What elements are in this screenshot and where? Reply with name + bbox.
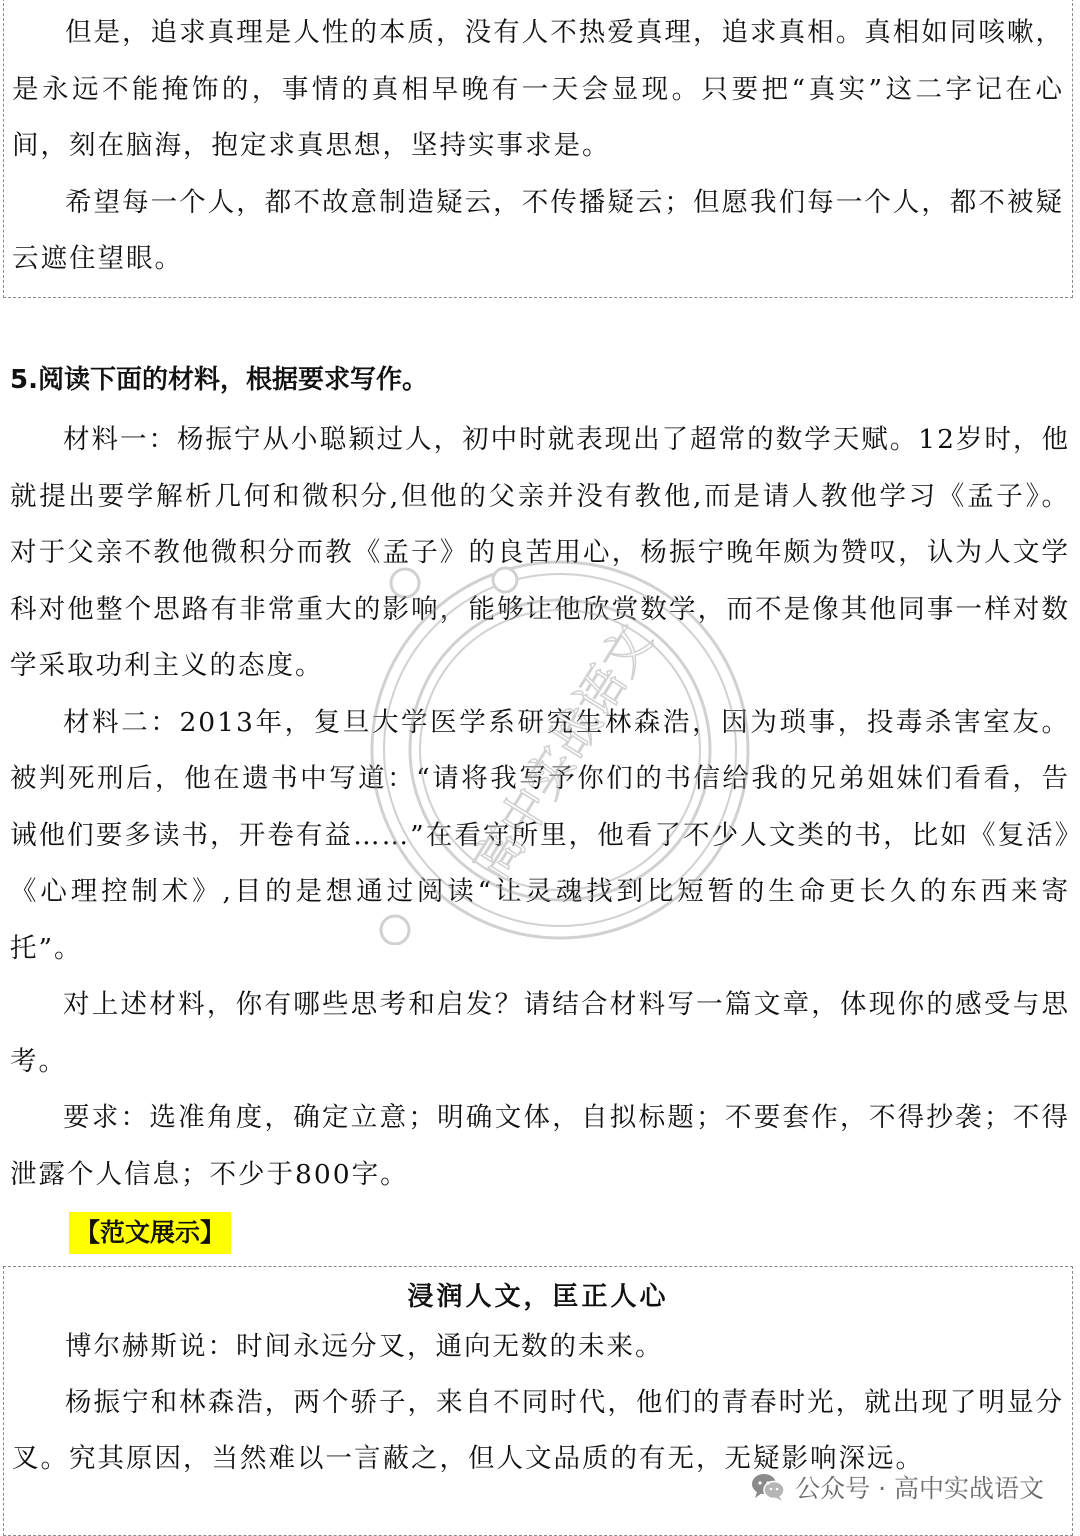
sample-essay-title: 浸润人文，匡正人心 <box>407 1282 669 1312</box>
previous-essay-paragraph-1: 但是，追求真理是人性的本质，没有人不热爱真理，追求真相。真相如同咳嗽，是永远不能掩饰的，事情的真相早晚有一天会显现。只要把“真实”这二字记在心间，刻在脑海，抱定求真思想，坚持实事求是。 <box>12 17 1064 161</box>
material-two: 材料二：2013年，复旦大学医学系研究生林森浩，因为琐事，投毒杀害室友。被判死刑后，他在遗书中写道：“请将我写予你们的书信给我的兄弟姐妹们看看，告诫他们要多读书，开卷有益……”在看守所里，他看了不少人文类的书，比如《复活》《心理控制术》,目的是想通过阅读“让灵魂找到比短暂的生命更长久的东西来寄托”。 <box>10 706 1070 964</box>
previous-essay-paragraph-2: 希望每一个人，都不故意制造疑云，不传播疑云；但愿我们每一个人，都不被疑云遮住望眼。 <box>12 186 1064 274</box>
sample-essay-tag: 【范文展示】 <box>69 1212 231 1254</box>
wechat-icon <box>751 1472 785 1502</box>
sample-essay-paragraph-1: 博尔赫斯说：时间永远分叉，通向无数的未来。 <box>65 1331 664 1362</box>
sample-essay-paragraph-2: 杨振宁和林森浩，两个骄子，来自不同时代，他们的青春时光，就出现了明显分叉。究其原因，当然难以一言蔽之，但人文品质的有无，无疑影响深远。 <box>12 1387 1064 1474</box>
writing-requirements: 要求：选准角度，确定立意；明确文体，自拟标题；不要套作，不得抄袭；不得泄露个人信息；不少于800字。 <box>10 1102 1070 1190</box>
footer-watermark <box>751 1467 1044 1507</box>
previous-essay-box <box>3 0 1073 298</box>
watermark-stamp-text: 高中实战语文 <box>463 615 664 890</box>
question-materials <box>10 412 1070 1203</box>
footer-brand-text: 公众号 · 高中实战语文 <box>795 1474 1044 1503</box>
material-one: 材料一：杨振宁从小聪颖过人，初中时就表现出了超常的数学天赋。12岁时，他就提出要学解析几何和微积分,但他的父亲并没有教他,而是请人教他学习《孟子》。对于父亲不教他微积分而教《孟子》的良苦用心，杨振宁晚年颇为赞叹，认为人文学科对他整个思路有非常重大的影响，能够让他欣赏数学，而不是像其他同事一样对数学采取功利主义的态度。 <box>10 424 1070 681</box>
writing-prompt: 对上述材料，你有哪些思考和启发？请结合材料写一篇文章，体现你的感受与思考。 <box>10 989 1070 1077</box>
question-title: 5.阅读下面的材料，根据要求写作。 <box>10 365 428 395</box>
